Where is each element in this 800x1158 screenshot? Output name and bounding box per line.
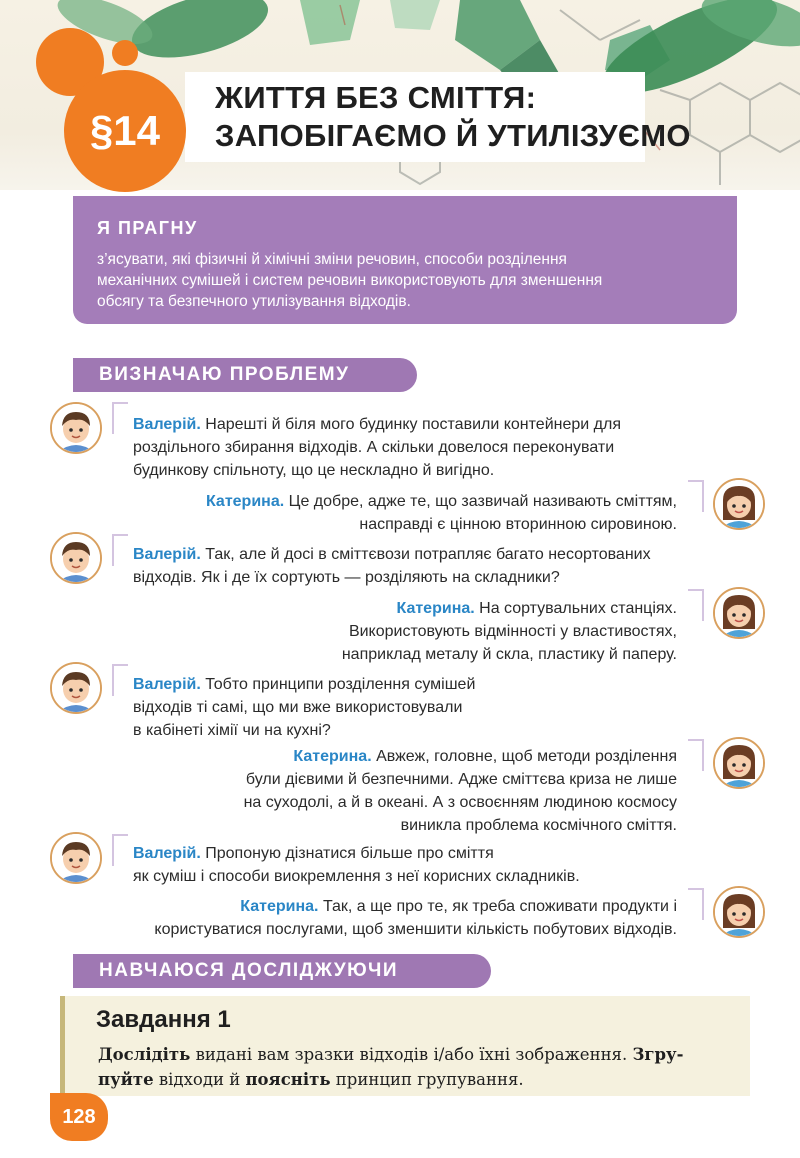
dialogue-line: Використовують відмінності у властивостях,: [348, 623, 677, 640]
dialogue-line: Катерина. Так, а ще про те, як треба споживати продукти і: [240, 898, 677, 915]
goals-box: [73, 196, 737, 324]
dialogue-line: насправді є цінною вторинною сировиною.: [359, 516, 677, 533]
goals-title: Я ПРАГНУ: [97, 218, 198, 238]
dialogue-line: в кабінеті хімії чи на кухні?: [133, 722, 331, 739]
dialogue-line: виникла проблема космічного сміття.: [400, 817, 677, 834]
speech-bracket: [112, 402, 128, 434]
task-title: Завдання 1: [96, 1006, 231, 1033]
section-number-badge: [64, 70, 186, 192]
task-text-line: пуйте відходи й поясніть принцип групування.: [98, 1070, 524, 1089]
task-text-line: Дослідіть видані вам зразки відходів і/або їхні зображення. Згру-: [98, 1045, 684, 1064]
speaker-name: Катерина.: [396, 600, 475, 617]
dialogue-line: Валерій. Так, але й досі в сміттєвози потрапляє багато несортованих: [133, 546, 651, 563]
speaker-name: Катерина.: [205, 493, 285, 510]
dialogue-line: користуватися послугами, щоб зменшити кількість побутових відходів.: [154, 921, 677, 938]
speaker-name: Катерина.: [293, 748, 372, 765]
dialogue-line: відходів. Як і де їх сортують — розділяють на складники?: [133, 569, 560, 586]
avatar-kateryna: [713, 737, 765, 789]
goals-line: з’ясувати, які фізичні й хімічні зміни речовин, способи розділення: [97, 251, 567, 268]
speech-bracket: [112, 534, 128, 566]
dialogue-line: Валерій. Тобто принципи розділення сумішей: [133, 676, 476, 693]
speech-bracket: [688, 480, 704, 512]
speaker-name: Валерій.: [133, 546, 201, 563]
goals-line: обсягу та безпечного утилізування відходів.: [97, 293, 411, 310]
speech-bracket: [688, 888, 704, 920]
chapter-title-line-1: ЖИТТЯ БЕЗ СМІТТЯ:: [215, 80, 537, 115]
avatar-kateryna: [713, 478, 765, 530]
chapter-title-line-2: ЗАПОБІГАЄМО Й УТИЛІЗУЄМО: [215, 118, 691, 153]
dialogue-line: Катерина. Це добре, адже те, що зазвичай називають сміттям,: [205, 493, 677, 510]
task-accent-stripe: [60, 996, 65, 1096]
goals-line: механічних сумішей і систем речовин використовують для зменшення: [97, 272, 603, 289]
speaker-name: Валерій.: [133, 845, 201, 862]
page-number: 128: [50, 1093, 108, 1141]
avatar-valerii: [50, 402, 102, 454]
avatar-kateryna: [713, 587, 765, 639]
speaker-name: Валерій.: [133, 676, 201, 693]
speech-bracket: [688, 739, 704, 771]
speaker-name: Валерій.: [133, 416, 201, 433]
dialogue-line: наприклад металу й скла, пластику й паперу.: [341, 646, 677, 663]
chapter-title-card: [185, 72, 691, 162]
avatar-valerii: [50, 832, 102, 884]
dialogue-line: будинкову спільноту, що це нескладно й вигідно.: [133, 462, 495, 479]
dialogue-line: відходів ті самі, що ми вже використовували: [133, 699, 463, 716]
goals-text: [97, 249, 722, 312]
speech-bracket: [112, 664, 128, 696]
dialogue-line: Катерина. Авжеж, головне, щоб методи розділення: [293, 748, 677, 765]
section-title-problem: ВИЗНАЧАЮ ПРОБЛЕМУ: [73, 358, 417, 392]
section-number: §14: [89, 107, 161, 154]
dialogue-line: Валерій. Нарешті й біля мого будинку поставили контейнери для: [133, 416, 621, 433]
dialogue-line: як суміш і способи виокремлення з неї корисних складників.: [133, 868, 580, 885]
decorative-blob-small: [112, 40, 138, 66]
dialogue-line: Валерій. Пропоную дізнатися більше про сміття: [133, 845, 494, 862]
speaker-name: Катерина.: [240, 898, 319, 915]
avatar-valerii: [50, 532, 102, 584]
avatar-kateryna: [713, 886, 765, 938]
avatar-valerii: [50, 662, 102, 714]
dialogue-line: були дієвими й безпечними. Адже сміттєва криза не лише: [245, 771, 677, 788]
speech-bracket: [688, 589, 704, 621]
dialogue-line: роздільного збирання відходів. А скільки довелося переконувати: [133, 439, 615, 456]
task-box: [60, 996, 750, 1096]
dialogue-line: Катерина. На сортувальних станціях.: [396, 600, 677, 617]
section-title-research: НАВЧАЮСЯ ДОСЛІДЖУЮЧИ: [73, 954, 491, 988]
speech-bracket: [112, 834, 128, 866]
dialogue-line: на суходолі, а й в океані. А з освоєнням людиною космосу: [243, 794, 677, 811]
